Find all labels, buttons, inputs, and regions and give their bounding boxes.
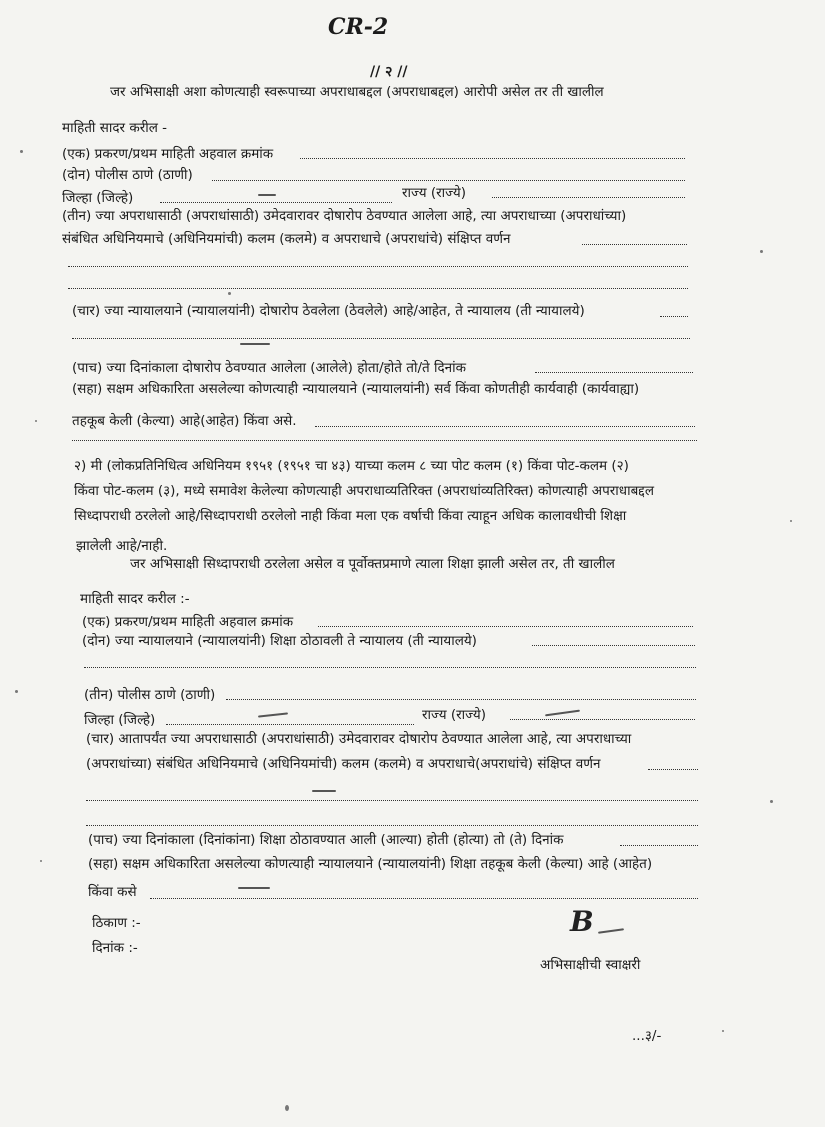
section1-item4-blank-2	[72, 338, 690, 339]
pen-stroke	[258, 194, 276, 196]
scan-speck	[722, 1030, 724, 1032]
pen-stroke	[545, 710, 580, 717]
section2-intro-line1: जर अभिसाक्षी सिध्दापराधी ठरलेला असेल व पूर्वोक्तप्रमाणे त्याला शिक्षा झाली असेल तर, ती खालील	[130, 556, 615, 572]
section2-item4-line2: (अपराधांच्या) संबंधित अधिनियमाचे (अधिनियमांची) कलम (कलमे) व अपराधाचे(अपराधांचे) संक्षिप्त वर्णन	[86, 756, 601, 772]
section1-state: राज्य (राज्ये)	[402, 185, 466, 201]
section2-state: राज्य (राज्ये)	[422, 707, 486, 723]
section1-district-blank	[160, 202, 392, 203]
section2-para-line1: २) मी (लोकप्रतिनिधित्व अधिनियम १९५१ (१९५१ चा ४३) याच्या कलम ८ च्या पोट कलम (१) किंवा पोट-कलम (२)	[74, 458, 629, 474]
scan-speck	[770, 800, 773, 803]
section1-item5: (पाच) ज्या दिनांकाला दोषारोप ठेवण्यात आलेला (आलेले) होता/होते तो/ते दिनांक	[72, 360, 466, 376]
section1-item4: (चार) ज्या न्यायालयाने (न्यायालयांनी) दोषारोप ठेवलेला (ठेवलेले) आहे/आहेत, ते न्यायालय (ती न्यायालये)	[72, 303, 585, 319]
section2-intro-line2: माहिती सादर करील :-	[80, 591, 190, 607]
section2-item4-line1: (चार) आतापर्यंत ज्या अपराधासाठी (अपराधांसाठी) उमेदवारावर दोषारोप ठेवण्यात आलेला आहे, त्या अपराधाच्या	[86, 731, 632, 747]
section2-para-line3: सिध्दापराधी ठरलेलो आहे/सिध्दापराधी ठरलेलो नाही किंवा मला एक वर्षाची किंवा त्याहून अधिक कालावधीची शिक्षा	[74, 508, 627, 524]
next-page-marker: ...३/-	[632, 1028, 662, 1044]
section1-district: जिल्हा (जिल्हे)	[62, 190, 134, 206]
section1-item1: (एक) प्रकरण/प्रथम माहिती अहवाल क्रमांक	[62, 146, 274, 162]
section1-item3-line1: (तीन) ज्या अपराधासाठी (अपराधांसाठी) उमेदवारावर दोषारोप ठेवण्यात आलेला आहे, त्या अपराधाच्या (अपराधांच्या)	[62, 208, 627, 224]
section1-intro-line2: माहिती सादर करील -	[62, 120, 168, 136]
section2-item4-blank-3	[86, 825, 698, 826]
section2-item1-blank	[318, 626, 693, 627]
scan-speck	[228, 292, 231, 295]
section2-item3: (तीन) पोलीस ठाणे (ठाणी)	[84, 687, 216, 703]
section1-state-blank	[492, 197, 685, 198]
section2-item6-line2: किंवा कसे	[88, 884, 137, 900]
signature-label: अभिसाक्षीची स्वाक्षरी	[540, 957, 641, 973]
scan-speck	[285, 1105, 289, 1111]
section2-item5: (पाच) ज्या दिनांकाला (दिनांकांना) शिक्षा ठोठावण्यात आली (आल्या) होती (होत्या) तो (ते) दिनांक	[88, 832, 564, 848]
section2-para-line4: झालेली आहे/नाही.	[76, 538, 168, 554]
section1-item6-blank-2	[72, 440, 697, 441]
scan-speck	[15, 690, 18, 693]
section1-item6-blank-1	[315, 426, 695, 427]
section2-item3-blank	[226, 699, 696, 700]
section1-item3-line2: संबंधित अधिनियमाचे (अधिनियमांची) कलम (कलमे) व अपराधाचे (अपराधांचे) संक्षिप्त वर्णन	[62, 231, 511, 247]
section2-item6-blank	[150, 898, 698, 899]
date-label: दिनांक :-	[92, 940, 138, 956]
scan-speck	[20, 150, 23, 153]
section1-item3-blank-3	[68, 288, 688, 289]
pen-stroke	[258, 712, 288, 717]
pen-stroke	[238, 887, 270, 889]
section1-intro-line1: जर अभिसाक्षी अशा कोणत्याही स्वरूपाच्या अपराधाबद्दल (अपराधाबद्दल) आरोपी असेल तर ती खालील	[110, 84, 604, 100]
scan-speck	[35, 420, 37, 422]
pen-stroke	[240, 343, 270, 345]
section1-item5-blank	[535, 372, 693, 373]
signature-stroke	[598, 928, 624, 934]
section2-item4-blank-2	[86, 800, 698, 801]
pen-stroke	[312, 790, 336, 792]
section1-item3-blank-1	[582, 244, 687, 245]
section1-item2-blank	[212, 180, 685, 181]
scan-speck	[40, 860, 42, 862]
section2-item2-blank-2	[84, 667, 696, 668]
section1-item6-line1: (सहा) सक्षम अधिकारिता असलेल्या कोणत्याही न्यायालयाने (न्यायालयांनी) सर्व किंवा कोणतीही कार्यवाही (कार्यवाह्या)	[72, 381, 640, 397]
section2-district-blank	[166, 724, 414, 725]
section2-item1: (एक) प्रकरण/प्रथम माहिती अहवाल क्रमांक	[82, 614, 294, 630]
section1-item1-blank	[300, 158, 685, 159]
scan-speck	[790, 520, 792, 522]
section2-item5-blank	[620, 845, 698, 846]
section1-item4-blank-1	[660, 316, 688, 317]
scan-speck	[760, 250, 763, 253]
section2-para-line2: किंवा पोट-कलम (३), मध्ये समावेश केलेल्या कोणत्याही अपराधाव्यतिरिक्त (अपराधांव्यतिरिक्त) कोणत्याही अपराधाबद्दल	[74, 483, 654, 499]
section2-item4-blank-1	[648, 769, 698, 770]
section2-state-blank	[510, 719, 695, 720]
page-marker: // २ //	[370, 64, 408, 80]
section1-item2: (दोन) पोलीस ठाणे (ठाणी)	[62, 167, 193, 183]
section2-item6-line1: (सहा) सक्षम अधिकारिता असलेल्या कोणत्याही न्यायालयाने (न्यायालयांनी) शिक्षा तहकूब केली (केल्या) आहे (आहेत)	[88, 856, 653, 872]
section2-item2: (दोन) ज्या न्यायालयाने (न्यायालयांनी) शिक्षा ठोठावली ते न्यायालय (ती न्यायालये)	[82, 633, 477, 649]
section2-item2-blank-1	[532, 645, 695, 646]
section2-district: जिल्हा (जिल्हे)	[84, 712, 156, 728]
handwritten-code: CR-2	[328, 14, 389, 40]
section1-item3-blank-2	[68, 266, 688, 267]
place-label: ठिकाण :-	[92, 915, 141, 931]
section1-item6-line2: तहकूब केली (केल्या) आहे(आहेत) किंवा असे.	[72, 413, 297, 429]
signature-mark: B	[570, 905, 594, 938]
